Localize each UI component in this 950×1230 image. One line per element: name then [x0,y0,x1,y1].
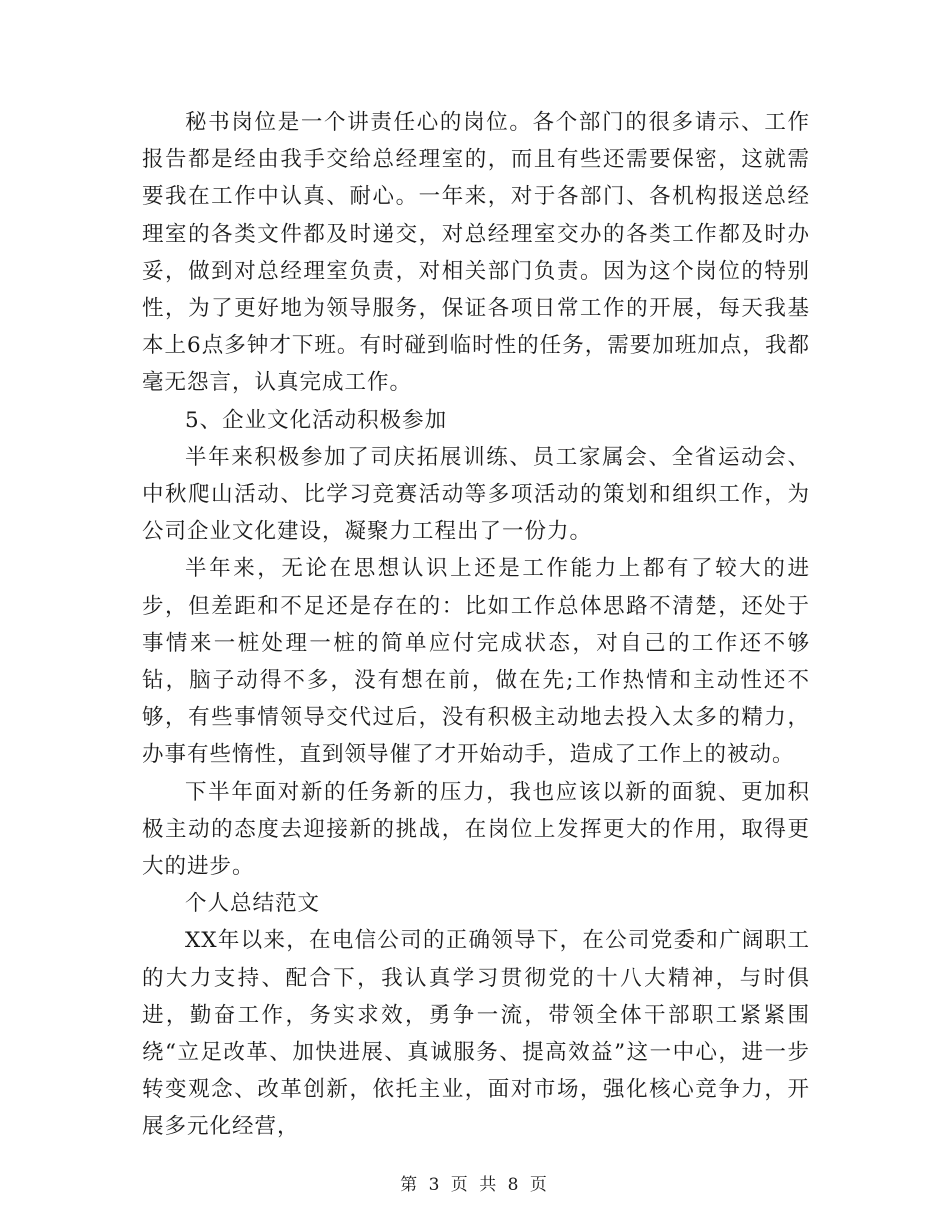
page-number-footer: 第 3 页 共 8 页 [400,1175,550,1195]
document-body [142,104,810,1146]
paragraph-activities: 半年来积极参加了司庆拓展训练、员工家属会、全省运动会、中秋爬山活动、比学习竞赛活动等多项活动的策划和组织工作，为公司企业文化建设，凝聚力工程出了一份力。 [142,444,810,545]
paragraph-second-half-plan: 下半年面对新的任务新的压力，我也应该以新的面貌、更加积极主动的态度去迎接新的挑战，在岗位上发挥更大的作用，取得更大的进步。 [142,779,810,880]
paragraph-shortcomings: 半年来，无论在思想认识上还是工作能力上都有了较大的进步，但差距和不足还是存在的：比如工作总体思路不清楚，还处于事情来一桩处理一桩的简单应付完成状态，对自己的工作还不够钻，脑子动得不多，没有想在前，做在先;工作热情和主动性还不够，有些事情领导交代过后，没有积极主动地去投入太多的精力，办事有些惰性，直到领导催了才开始动手，造成了工作上的被动。 [142,556,810,768]
paragraph-secretary-role: 秘书岗位是一个讲责任心的岗位。各个部门的很多请示、工作报告都是经由我手交给总经理室的，而且有些还需要保密，这就需要我在工作中认真、耐心。一年来，对于各部门、各机构报送总经理室的各类文件都及时递交，对总经理室交办的各类工作都及时办妥，做到对总经理室负责，对相关部门负责。因为这个岗位的特别性，为了更好地为领导服务，保证各项日常工作的开展，每天我基本上6点多钟才下班。有时碰到临时性的任务，需要加班加点，我都毫无怨言，认真完成工作。 [142,110,810,396]
section-heading-sample-summary: 个人总结范文 [185,891,321,917]
paragraph-telecom-summary: XX年以来，在电信公司的正确领导下，在公司党委和广阔职工的大力支持、配合下，我认真学习贯彻党的十八大精神，与时俱进，勤奋工作，务实求效，勇争一流，带领全体干部职工紧紧围绕“立足改革、加快进展、真诚服务、提高效益”这一中心，进一步转变观念、改革创新，依托主业，面对市场，强化核心竞争力，开展多元化经营， [142,928,810,1140]
section-heading-corporate-culture: 5、企业文化活动积极参加 [185,407,448,433]
